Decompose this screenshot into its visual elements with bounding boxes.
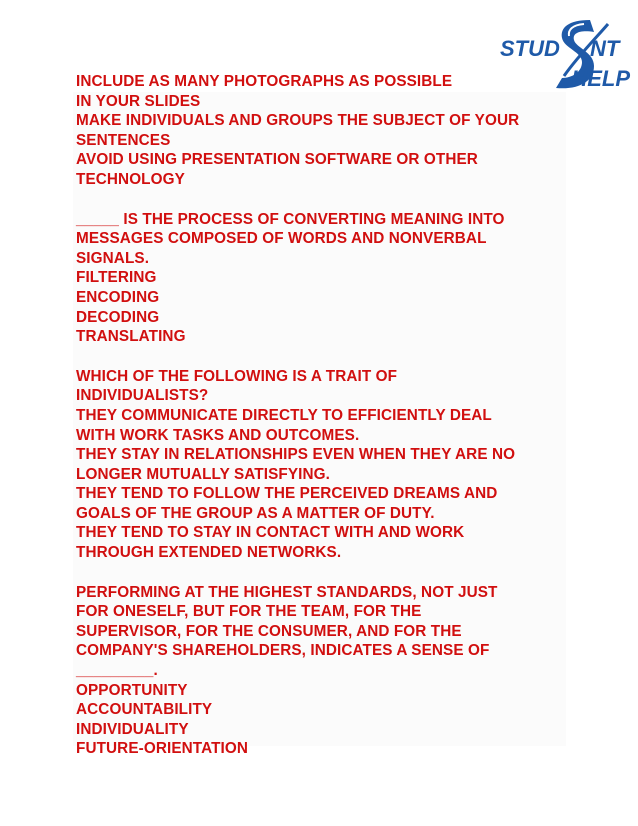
logo-word-right-top: NT: [590, 36, 620, 61]
logo-word-left: STUD: [500, 36, 560, 61]
question-line: INDIVIDUALISTS?: [76, 387, 209, 405]
paragraph-gap: [76, 563, 566, 583]
block-individualists-question: [76, 367, 566, 563]
question-line: _________.: [76, 662, 158, 680]
block-encoding-question: [76, 210, 566, 347]
answer-option: THEY COMMUNICATE DIRECTLY TO EFFICIENTLY DEAL: [76, 406, 492, 424]
answer-option: THEY TEND TO STAY IN CONTACT WITH AND WORK: [76, 524, 465, 542]
answer-option: FUTURE-ORIENTATION: [76, 740, 249, 758]
question-line: WHICH OF THE FOLLOWING IS A TRAIT OF: [76, 367, 398, 385]
answer-option: ACCOUNTABILITY: [76, 701, 213, 719]
question-line: SIGNALS.: [76, 249, 150, 267]
answer-option: DECODING: [76, 308, 160, 326]
text-line: AVOID USING PRESENTATION SOFTWARE OR OTHER: [76, 151, 478, 169]
text-line: TECHNOLOGY: [76, 170, 185, 188]
answer-option: INDIVIDUALITY: [76, 720, 189, 738]
question-line: _____ IS THE PROCESS OF CONVERTING MEANING INTO: [76, 210, 505, 228]
answer-option: TRANSLATING: [76, 328, 186, 346]
answer-option: ENCODING: [76, 288, 160, 306]
answer-option: THEY STAY IN RELATIONSHIPS EVEN WHEN THEY ARE NO: [76, 446, 516, 464]
block-accountability-question: [76, 583, 566, 759]
answer-option: OPPORTUNITY: [76, 681, 188, 699]
text-line: SENTENCES: [76, 131, 171, 149]
question-line: MESSAGES COMPOSED OF WORDS AND NONVERBAL: [76, 230, 487, 248]
answer-option: FILTERING: [76, 269, 157, 287]
paragraph-gap: [76, 190, 566, 210]
answer-option: GOALS OF THE GROUP AS A MATTER OF DUTY.: [76, 504, 435, 522]
answer-option: WITH WORK TASKS AND OUTCOMES.: [76, 426, 360, 444]
text-line: IN YOUR SLIDES: [76, 92, 201, 110]
block-presentation-tips: [76, 72, 566, 190]
answer-option: THEY TEND TO FOLLOW THE PERCEIVED DREAMS AND: [76, 485, 498, 503]
answer-option: LONGER MUTUALLY SATISFYING.: [76, 465, 330, 483]
question-line: COMPANY'S SHAREHOLDERS, INDICATES A SENSE OF: [76, 642, 490, 660]
text-line: INCLUDE AS MANY PHOTOGRAPHS AS POSSIBLE: [76, 73, 453, 90]
document-text: [76, 72, 566, 759]
logo-word-right-bottom: -HELP: [564, 66, 630, 91]
question-line: FOR ONESELF, BUT FOR THE TEAM, FOR THE: [76, 603, 422, 621]
paragraph-gap: [76, 347, 566, 367]
text-line: MAKE INDIVIDUALS AND GROUPS THE SUBJECT OF YOUR: [76, 112, 520, 130]
answer-option: THROUGH EXTENDED NETWORKS.: [76, 544, 342, 562]
question-line: SUPERVISOR, FOR THE CONSUMER, AND FOR THE: [76, 622, 462, 640]
question-line: PERFORMING AT THE HIGHEST STANDARDS, NOT JUST: [76, 583, 498, 601]
